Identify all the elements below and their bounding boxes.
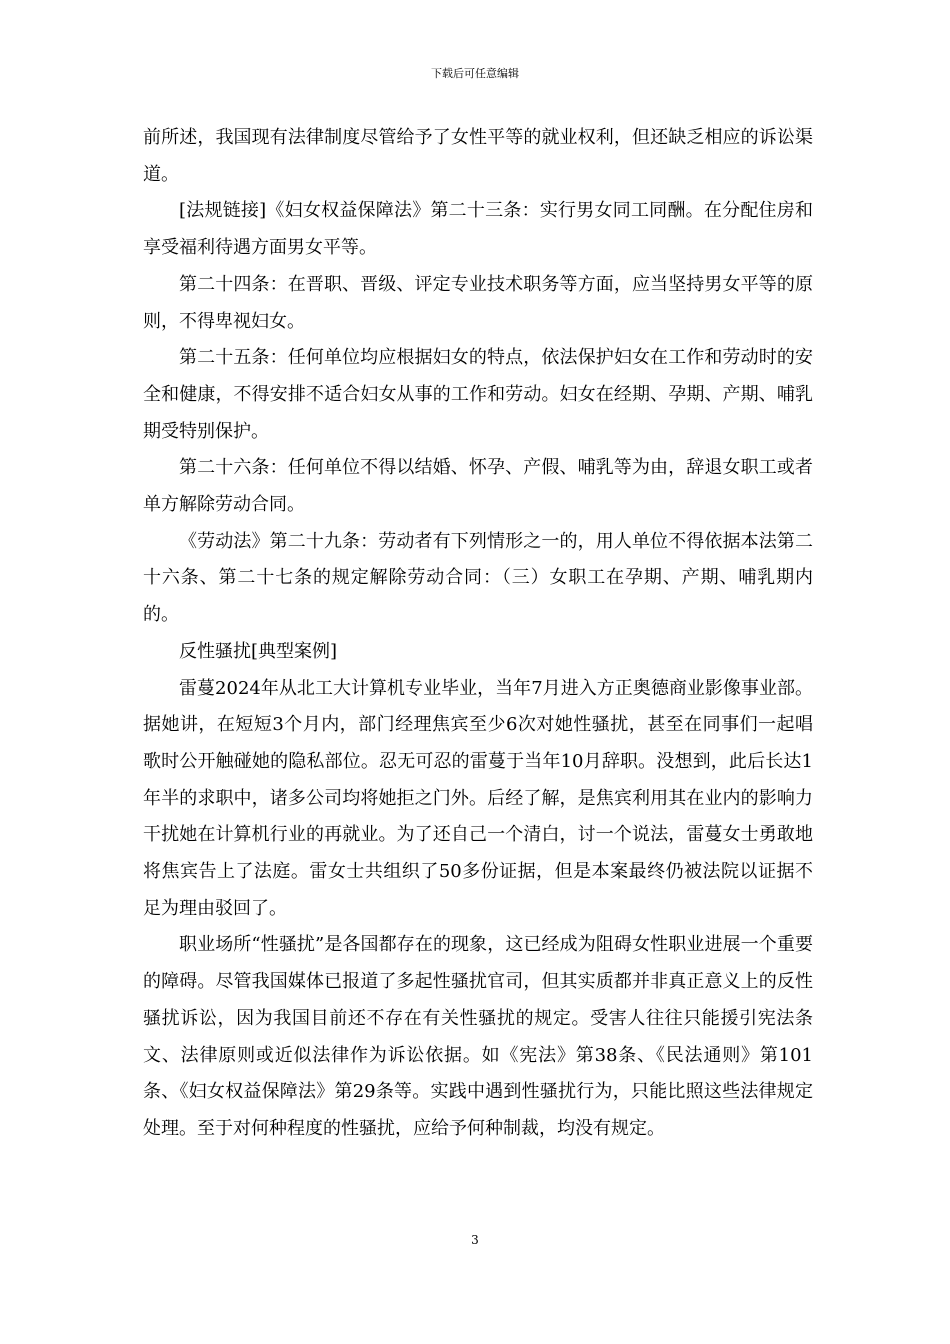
- paragraph-article-24: 第二十四条：在晋职、晋级、评定专业技术职务等方面，应当坚持男女平等的原则，不得卑视妇女。: [143, 273, 813, 332]
- section-heading-anti-harassment: 反性骚扰[典型案例]: [179, 640, 338, 662]
- paragraph-law-link-article-23: [法规链接]《妇女权益保障法》第二十三条：实行男女同工同酬。在分配住房和享受福利待遇方面男女平等。: [143, 200, 813, 259]
- paragraph-harassment-analysis: 职业场所“性骚扰”是各国都存在的现象，这已经成为阻碍女性职业进展一个重要的障碍。尽管我国媒体已报道了多起性骚扰官司，但其实质都并非真正意义上的反性骚扰诉讼，因为我国目前还不存在有关性骚扰的规定。受害人往往只能援引宪法条文、法律原则或近似法律作为诉讼依据。如《宪法》第38条、《民法通则》第101条、《妇女权益保障法》第29条等。实践中遇到性骚扰行为，只能比照这些法律规定处理。至于对何种程度的性骚扰，应给予何种制裁，均没有规定。: [143, 934, 813, 1139]
- page-header: 下载后可任意编辑: [431, 67, 519, 80]
- paragraph-continuation: 前所述，我国现有法律制度尽管给予了女性平等的就业权利，但还缺乏相应的诉讼渠道。: [143, 127, 813, 185]
- paragraph-article-25: 第二十五条：任何单位均应根据妇女的特点，依法保护妇女在工作和劳动时的安全和健康，不得安排不适合妇女从事的工作和劳动。妇女在经期、孕期、产期、哺乳期受特别保护。: [143, 347, 813, 442]
- paragraph-labor-law-article-29: 《劳动法》第二十九条：劳动者有下列情形之一的，用人单位不得依据本法第二十六条、第二十七条的规定解除劳动合同：（三）女职工在孕期、产期、哺乳期内的。: [143, 530, 813, 626]
- page-number: 3: [471, 1233, 479, 1247]
- paragraph-article-26: 第二十六条：任何单位不得以结婚、怀孕、产假、哺乳等为由，辞退女职工或者单方解除劳动合同。: [143, 457, 813, 516]
- document-body: [143, 120, 813, 1148]
- paragraph-case-study: 雷蔓2024年从北工大计算机专业毕业，当年7月进入方正奥德商业影像事业部。据她讲，在短短3个月内，部门经理焦宾至少6次对她性骚扰，甚至在同事们一起唱歌时公开触碰她的隐私部位。忍无可忍的雷蔓于当年10月辞职。没想到，此后长达1年半的求职中，诸多公司均将她拒之门外。后经了解，是焦宾利用其在业内的影响力干扰她在计算机行业的再就业。为了还自己一个清白，讨一个说法，雷蔓女士勇敢地将焦宾告上了法庭。雷女士共组织了50多份证据，但是本案最终仍被法院以证据不足为理由驳回了。: [143, 677, 813, 919]
